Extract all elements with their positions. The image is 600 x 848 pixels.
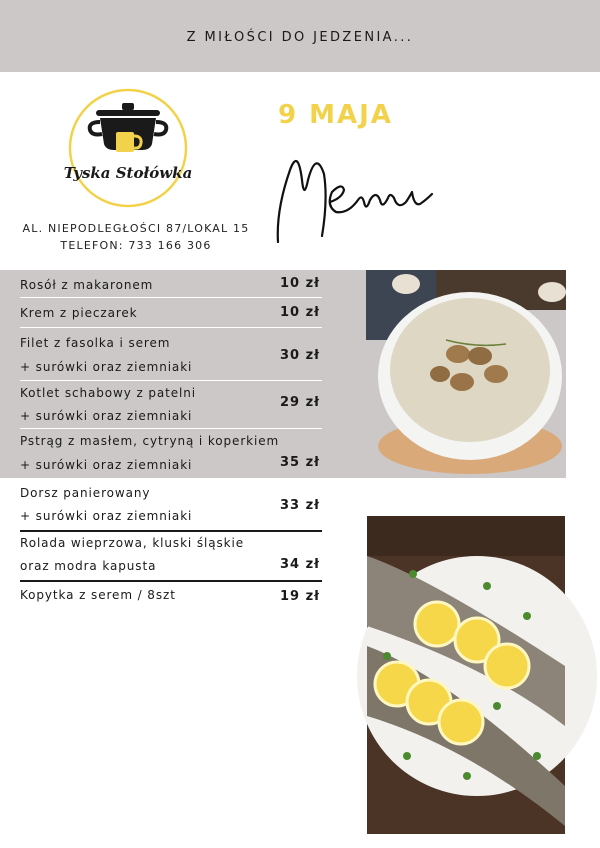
separator bbox=[20, 297, 322, 298]
separator bbox=[20, 580, 322, 582]
menu-item-price: 19 zł bbox=[280, 589, 321, 604]
separator bbox=[20, 380, 322, 381]
menu-item-name: Rosół z makaronem bbox=[20, 278, 154, 292]
menu-title bbox=[272, 125, 452, 252]
menu-item-name-line2: + surówki oraz ziemniaki bbox=[20, 509, 193, 523]
menu-item-price: 29 zł bbox=[280, 395, 321, 410]
restaurant-logo bbox=[63, 86, 193, 210]
separator bbox=[20, 530, 322, 532]
svg-text:Menu: Menu bbox=[272, 125, 316, 144]
menu-item-name-line2: + surówki oraz ziemniaki bbox=[20, 360, 193, 374]
tagline: Z MIŁOŚCI DO JEDZENIA... bbox=[186, 30, 414, 45]
soup-photo bbox=[366, 270, 566, 478]
menu-item-name-line1: Filet z fasolka i serem bbox=[20, 336, 171, 350]
logo-text: Tyska Stołówka bbox=[63, 164, 193, 182]
menu-item-name-line2: + surówki oraz ziemniaki bbox=[20, 409, 193, 423]
fish-photo bbox=[367, 516, 565, 834]
menu-item-name-line1: Dorsz panierowany bbox=[20, 486, 151, 500]
separator bbox=[20, 327, 322, 328]
menu-item-name-line2: oraz modra kapusta bbox=[20, 559, 157, 573]
phone: TELEFON: 733 166 306 bbox=[60, 239, 212, 252]
menu-item-price: 10 zł bbox=[280, 305, 321, 320]
menu-date: 9 MAJA bbox=[278, 100, 393, 130]
menu-item-price: 34 zł bbox=[280, 557, 321, 572]
menu-item-price: 33 zł bbox=[280, 498, 321, 513]
separator bbox=[20, 428, 322, 429]
menu-item-name: Krem z pieczarek bbox=[20, 306, 138, 320]
contact-info bbox=[0, 220, 272, 254]
menu-item-price: 35 zł bbox=[280, 455, 321, 470]
menu-item-name-line1: Rolada wieprzowa, kluski śląskie bbox=[20, 536, 245, 550]
menu-item-name: Kopytka z serem / 8szt bbox=[20, 588, 176, 602]
menu-item-name-line2: + surówki oraz ziemniaki bbox=[20, 458, 193, 472]
menu-item-price: 10 zł bbox=[280, 276, 321, 291]
address: AL. NIEPODLEGŁOŚCI 87/LOKAL 15 bbox=[22, 222, 250, 235]
menu-item-price: 30 zł bbox=[280, 348, 321, 363]
menu-item-name-line1: Kotlet schabowy z patelni bbox=[20, 386, 196, 400]
menu-item-name-line1: Pstrąg z masłem, cytryną i koperkiem bbox=[20, 434, 280, 448]
